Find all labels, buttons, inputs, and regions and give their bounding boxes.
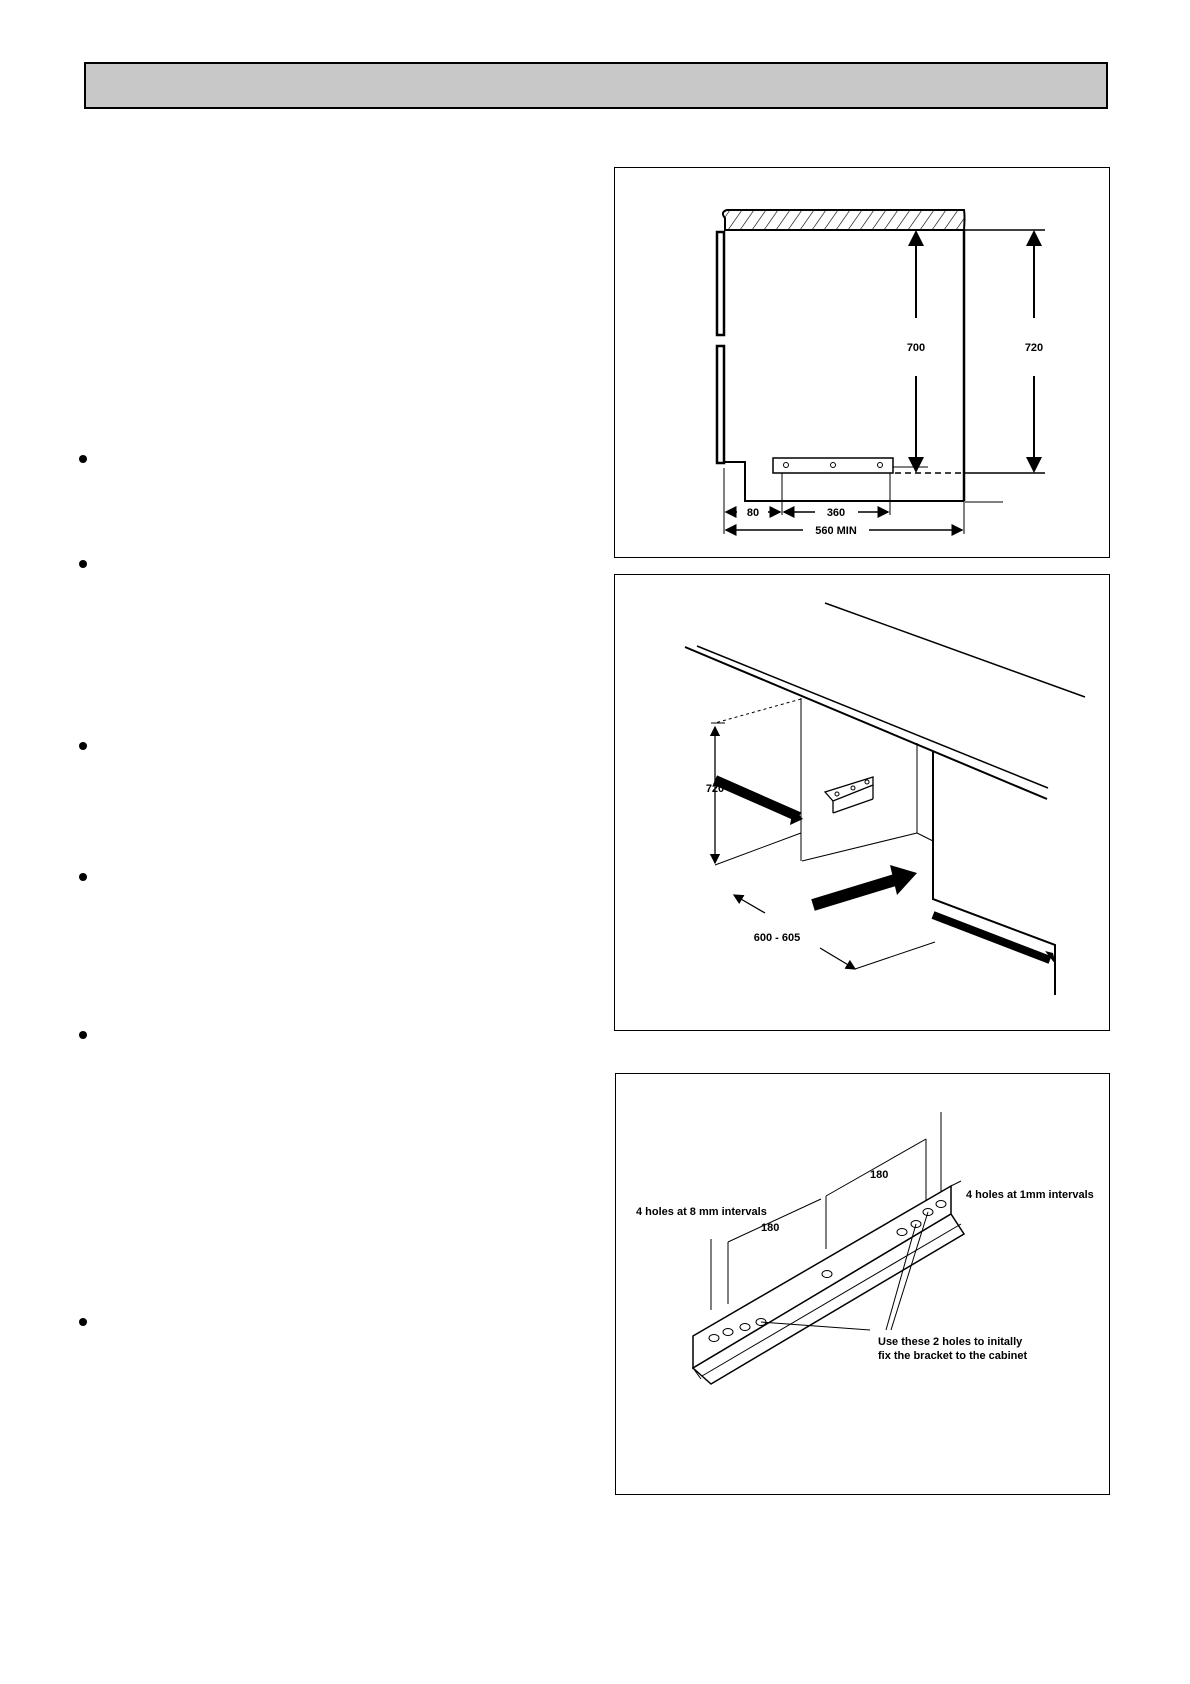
dim-700-label: 700 [906,342,926,354]
note-use-holes-line2: fix the bracket to the cabinet [878,1350,1028,1362]
note-use-holes-line1: Use these 2 holes to initally [878,1336,1023,1348]
note-holes-8mm: 4 holes at 8 mm intervals [636,1206,767,1218]
dim-80-label: 80 [746,507,760,519]
figure-cabinet-perspective [614,574,1110,1031]
dim-560-label: 560 MIN [815,525,857,537]
bullet-6 [79,1318,87,1326]
bullet-3 [79,742,87,750]
bullet-2 [79,560,87,568]
dim-720-label: 720 [705,783,725,795]
dim-360-label: 360 [826,507,846,519]
note-holes-1mm: 4 holes at 1mm intervals [966,1189,1094,1201]
figure-cabinet-elevation [614,167,1110,558]
dim-180-left-label: 180 [761,1222,780,1234]
bullet-4 [79,873,87,881]
dim-600-label: 600 - 605 [753,932,801,944]
section-header-bar [84,62,1108,109]
bullet-5 [79,1031,87,1039]
figure-bracket-detail [615,1073,1110,1495]
bullet-1 [79,455,87,463]
dim-180-top-label: 180 [870,1169,889,1181]
worktop [723,210,965,230]
dim-720-label: 720 [1024,342,1044,354]
